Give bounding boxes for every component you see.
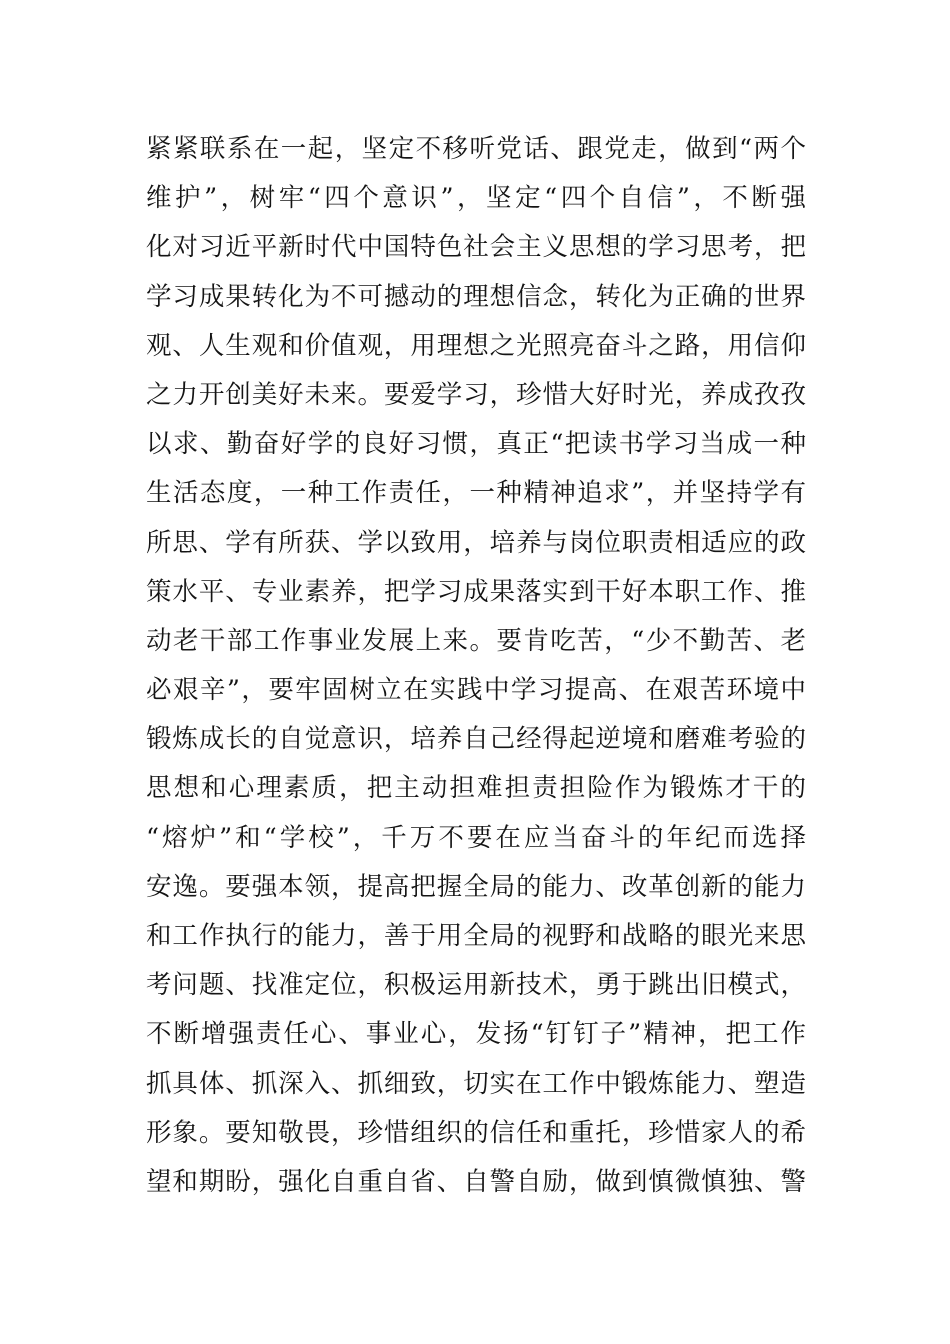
text-line: 紧紧联系在一起，坚定不移听党话、跟党走，做到“两个 [146, 134, 806, 164]
text-line: 策水平、专业素养，把学习成果落实到干好本职工作、推 [146, 576, 806, 607]
text-line: 化对习近平新时代中国特色社会主义思想的学习思考，把 [146, 232, 806, 263]
text-line: 以求、勤奋好学的良好习惯，真正“把读书学习当成一种 [146, 429, 806, 460]
text-line: 动老干部工作事业发展上来。要肯吃苦，“少不勤苦、老 [146, 625, 806, 656]
text-line: 考问题、找准定位，积极运用新技术，勇于跳出旧模式， [146, 970, 806, 1001]
text-line: 安逸。要强本领，提高把握全局的能力、改革创新的能力 [146, 871, 806, 902]
text-line: 形象。要知敬畏，珍惜组织的信任和重托，珍惜家人的希 [146, 1117, 806, 1148]
text-line: 望和期盼，强化自重自省、自警自励，做到慎微慎独、警 [146, 1166, 806, 1197]
text-line: 观、人生观和价值观，用理想之光照亮奋斗之路，用信仰 [146, 330, 806, 361]
text-line: 生活态度，一种工作责任，一种精神追求”，并坚持学有 [146, 478, 806, 509]
text-line: 维护”，树牢“四个意识”，坚定“四个自信”，不断强 [146, 183, 806, 214]
text-line: 和工作执行的能力，善于用全局的视野和战略的眼光来思 [146, 921, 806, 951]
body-text [146, 125, 806, 1207]
text-line: 抓具体、抓深入、抓细致，切实在工作中锻炼能力、塑造 [146, 1068, 806, 1099]
text-line: 学习成果转化为不可撼动的理想信念，转化为正确的世界 [146, 281, 806, 312]
text-line: 必艰辛”，要牢固树立在实践中学习提高、在艰苦环境中 [146, 675, 806, 706]
text-line: 之力开创美好未来。要爱学习，珍惜大好时光，养成孜孜 [146, 379, 806, 410]
text-line: 所思、学有所获、学以致用，培养与岗位职责相适应的政 [146, 527, 806, 558]
text-line: “熔炉”和“学校”，千万不要在应当奋斗的年纪而选择 [146, 822, 806, 853]
text-line: 思想和心理素质，把主动担难担责担险作为锻炼才干的 [146, 773, 806, 804]
text-line: 锻炼成长的自觉意识，培养自己经得起逆境和磨难考验的 [146, 724, 806, 755]
text-line: 不断增强责任心、事业心，发扬“钉钉子”精神，把工作 [146, 1019, 806, 1050]
